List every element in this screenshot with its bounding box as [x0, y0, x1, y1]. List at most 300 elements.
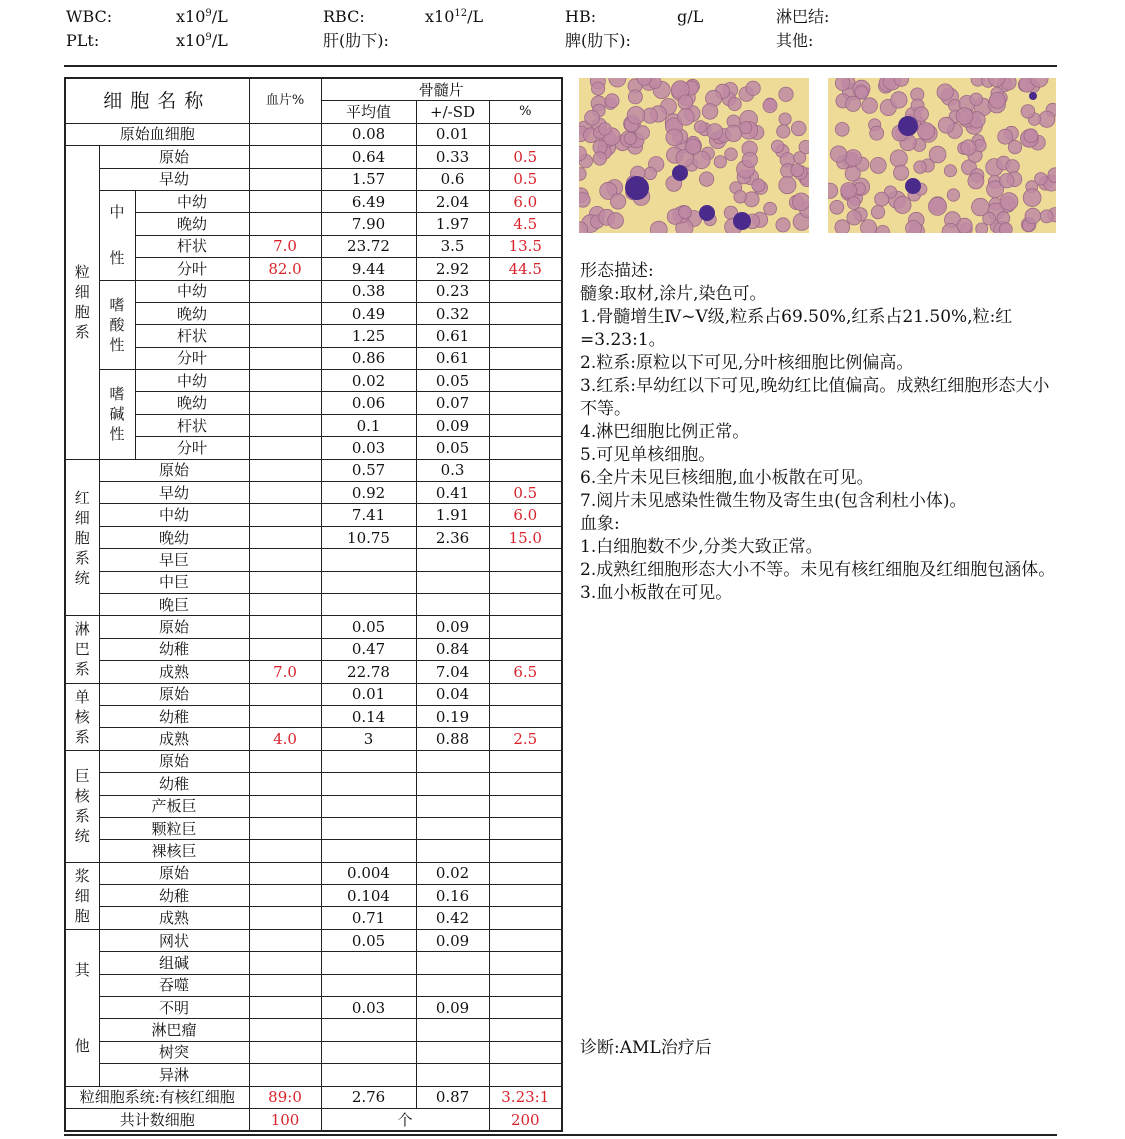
mean-value: 1.57	[321, 168, 416, 190]
red-cell	[929, 197, 947, 215]
mean-value: 0.1	[321, 414, 416, 436]
sd-value: 0.61	[416, 347, 489, 369]
mean-value: 0.01	[321, 683, 416, 705]
percent-value	[489, 952, 562, 974]
red-cell	[764, 202, 777, 215]
footer-rule	[64, 1134, 1057, 1136]
header-rule	[64, 65, 1057, 67]
row-name: 幼稚	[99, 885, 249, 907]
blood-smear-value	[249, 1064, 321, 1086]
red-cell	[861, 220, 877, 233]
red-cell	[891, 92, 907, 108]
blood-smear-header: 血片%	[249, 78, 321, 123]
spleen-label: 脾(肋下):	[565, 31, 631, 50]
red-cell	[702, 104, 718, 120]
mean-value: 0.06	[321, 392, 416, 414]
table-row	[65, 929, 562, 951]
red-cell	[592, 82, 605, 95]
blood-smear-value	[249, 325, 321, 347]
table-row	[65, 862, 562, 884]
bone-marrow-table	[64, 77, 563, 1132]
red-cell	[579, 193, 590, 208]
red-cell	[752, 179, 765, 192]
sd-value: 0.16	[416, 885, 489, 907]
mean-value: 0.05	[321, 616, 416, 638]
table-row	[65, 795, 562, 817]
blood-smear-value	[249, 549, 321, 571]
marrow-smear-image-2	[828, 78, 1056, 233]
row-name: 原始血细胞	[65, 123, 249, 145]
blood-smear-value	[249, 593, 321, 615]
subgroup-neutrophil	[99, 190, 135, 280]
red-cell	[875, 192, 889, 206]
sd-value	[416, 750, 489, 772]
hb-label: HB:	[565, 7, 597, 26]
row-name: 成熟	[99, 728, 249, 750]
mean-value: 0.03	[321, 437, 416, 459]
percent-value: 6.5	[489, 661, 562, 683]
red-cell	[1039, 111, 1055, 127]
red-cell	[989, 92, 1005, 108]
blood-smear-value	[249, 974, 321, 996]
red-cell	[914, 107, 929, 122]
row-name: 分叶	[135, 437, 249, 459]
sd-value: 0.42	[416, 907, 489, 929]
sd-value: 0.07	[416, 392, 489, 414]
sd-value: 0.33	[416, 146, 489, 168]
red-cell	[845, 166, 860, 181]
sd-value: 0.41	[416, 482, 489, 504]
group-granulocyte: 粒 细 胞 系	[65, 146, 99, 459]
blood-smear-value	[249, 571, 321, 593]
sd-value: 2.04	[416, 190, 489, 212]
table-row	[65, 526, 562, 548]
other-label: 其他:	[776, 31, 814, 50]
red-cell	[678, 109, 695, 126]
plt-label: PLt:	[66, 31, 100, 50]
percent-value	[489, 370, 562, 392]
mean-value: 0.64	[321, 146, 416, 168]
table-row	[65, 997, 562, 1019]
red-cell	[650, 221, 667, 233]
mean-value: 1.25	[321, 325, 416, 347]
red-cell	[972, 198, 990, 216]
row-name: 晚巨	[99, 593, 249, 615]
mean-value: 7.90	[321, 213, 416, 235]
blood-smear-value	[249, 392, 321, 414]
red-cell	[624, 132, 636, 144]
description-line: 6.全片未见巨核细胞,血小板散在可见。	[580, 468, 874, 488]
marrow-header: 骨髓片	[321, 78, 562, 101]
red-cell	[968, 173, 984, 189]
mean-value	[321, 974, 416, 996]
blood-title: 血象:	[580, 514, 620, 534]
blood-smear-value	[249, 840, 321, 862]
blood-smear-value	[249, 123, 321, 145]
row-name: 组碱	[99, 952, 249, 974]
red-cell	[894, 196, 911, 213]
blood-smear-value	[249, 885, 321, 907]
row-name: 原始	[99, 616, 249, 638]
percent-value	[489, 302, 562, 324]
red-cell	[835, 220, 850, 233]
subgroup-basophil: 嗜 碱 性	[99, 370, 135, 460]
table-row	[65, 974, 562, 996]
red-cell	[906, 220, 922, 233]
red-cell	[918, 123, 935, 140]
blood-smear-value	[249, 683, 321, 705]
mean-value	[321, 817, 416, 839]
ratio-label: 粒细胞系统:有核红细胞	[65, 1086, 249, 1108]
percent-value	[489, 795, 562, 817]
table-row	[65, 683, 562, 705]
sd-value: 2.36	[416, 526, 489, 548]
red-cell	[776, 218, 790, 232]
mean-value: 0.71	[321, 907, 416, 929]
percent-value	[489, 885, 562, 907]
description-line: 4.淋巴细胞比例正常。	[580, 422, 750, 442]
row-name: 原始	[99, 146, 249, 168]
percent-value	[489, 616, 562, 638]
sd-value	[416, 795, 489, 817]
blood-smear-value: 7.0	[249, 661, 321, 683]
red-cell	[871, 205, 884, 218]
mean-value	[321, 549, 416, 571]
cell-name-header: 细胞名称	[65, 78, 249, 123]
percent-value: 6.0	[489, 504, 562, 526]
table-row	[65, 728, 562, 750]
blood-smear-value: 82.0	[249, 258, 321, 280]
description-line: 髓象:取材,涂片,染色可。	[580, 284, 767, 304]
total-label: 共计数细胞	[65, 1108, 249, 1131]
table-row	[65, 459, 562, 481]
morphology-description	[580, 260, 1060, 605]
row-name: 杆状	[135, 235, 249, 257]
group-plasma: 浆 细 胞	[65, 862, 99, 929]
blood-smear-value	[249, 750, 321, 772]
mean-value: 0.004	[321, 862, 416, 884]
sd-value: 0.3	[416, 459, 489, 481]
percent-value	[489, 997, 562, 1019]
blood-smear-value	[249, 280, 321, 302]
percent-value	[489, 1064, 562, 1086]
table-row	[65, 571, 562, 593]
blood-smear-value: 7.0	[249, 235, 321, 257]
blood-smear-value	[249, 773, 321, 795]
row-name: 幼稚	[99, 705, 249, 727]
sd-value: 0.6	[416, 168, 489, 190]
table-row	[65, 817, 562, 839]
red-cell	[1024, 129, 1038, 143]
percent-value	[489, 683, 562, 705]
red-cell	[742, 152, 757, 167]
blood-smear-value	[249, 190, 321, 212]
row-name: 早幼	[99, 168, 249, 190]
red-cell	[947, 189, 959, 201]
mean-value: 0.104	[321, 885, 416, 907]
rbc-label: RBC:	[323, 7, 365, 26]
red-cell	[835, 78, 850, 91]
mean-value	[321, 952, 416, 974]
percent-value: 44.5	[489, 258, 562, 280]
row-name: 杆状	[135, 414, 249, 436]
sd-value	[416, 840, 489, 862]
sd-value: 0.02	[416, 862, 489, 884]
group-lymphoid: 淋 巴 系	[65, 616, 99, 683]
row-name: 不明	[99, 997, 249, 1019]
red-cell	[956, 108, 973, 125]
blood-smear-value	[249, 414, 321, 436]
red-cell	[830, 146, 846, 162]
percent-value: 0.5	[489, 168, 562, 190]
blood-smear-value	[249, 526, 321, 548]
description-line: 2.粒系:原粒以下可见,分叶核细胞比例偏高。	[580, 353, 914, 373]
red-cell	[957, 218, 972, 233]
red-cell	[777, 125, 790, 138]
percent-value	[489, 392, 562, 414]
row-name: 晚幼	[99, 526, 249, 548]
mean-value: 0.38	[321, 280, 416, 302]
row-name: 成熟	[99, 661, 249, 683]
row-name: 原始	[99, 862, 249, 884]
sd-value	[416, 1041, 489, 1063]
sd-value	[416, 1019, 489, 1041]
mean-value: 0.57	[321, 459, 416, 481]
rbc-unit: $x10^{12}/L$	[425, 7, 484, 26]
percent-value: 4.5	[489, 213, 562, 235]
row-name: 淋巴瘤	[99, 1019, 249, 1041]
mean-value: 6.49	[321, 190, 416, 212]
sd-value: 0.05	[416, 437, 489, 459]
row-name: 分叶	[135, 347, 249, 369]
sd-value: 1.97	[416, 213, 489, 235]
table-row	[65, 1041, 562, 1063]
red-cell	[585, 110, 600, 125]
sd-value: 1.91	[416, 504, 489, 526]
diagnosis: 诊断:AML治疗后	[580, 1038, 712, 1058]
mean-value	[321, 750, 416, 772]
red-cell	[999, 223, 1012, 233]
nucleated-cell	[625, 176, 649, 200]
mean-value	[321, 571, 416, 593]
description-line: 1.骨髓增生Ⅳ~Ⅴ级,粒系占69.50%,红系占21.50%,粒:红=3.23:1。	[580, 307, 1013, 350]
subgroup-neutrophil-bottom: 性	[109, 249, 125, 268]
red-cell	[862, 98, 878, 114]
ratio-sd: 0.87	[416, 1086, 489, 1108]
percent-value	[489, 750, 562, 772]
marrow-smear-image-1	[579, 78, 809, 233]
table-row	[65, 347, 562, 369]
table-row	[65, 1019, 562, 1041]
red-cell	[1006, 160, 1020, 174]
red-cell	[828, 183, 838, 198]
table-row	[65, 437, 562, 459]
blood-smear-value	[249, 817, 321, 839]
sd-value	[416, 817, 489, 839]
group-megakaryocyte: 巨 核 系 统	[65, 750, 99, 862]
row-name: 原始	[99, 459, 249, 481]
red-cell	[734, 190, 747, 203]
blood-smear-value	[249, 1041, 321, 1063]
table-row	[65, 616, 562, 638]
red-cell	[1021, 105, 1035, 119]
table-row	[65, 638, 562, 660]
table-row	[65, 280, 562, 302]
table-row	[65, 302, 562, 324]
red-cell	[699, 172, 713, 186]
table-row	[65, 750, 562, 772]
mean-value: 0.02	[321, 370, 416, 392]
red-cell	[894, 165, 909, 180]
percent-value: 0.5	[489, 146, 562, 168]
nucleated-cell	[672, 165, 688, 181]
row-name: 树突	[99, 1041, 249, 1063]
percent-value	[489, 1041, 562, 1063]
mean-value: 0.14	[321, 705, 416, 727]
blood-smear-value	[249, 504, 321, 526]
sd-value: 7.04	[416, 661, 489, 683]
mean-value: 0.08	[321, 123, 416, 145]
table-row	[65, 190, 562, 212]
red-cell	[628, 90, 642, 104]
row-name: 原始	[99, 683, 249, 705]
red-cell	[605, 94, 619, 108]
ratio-percent: 3.23:1	[489, 1086, 562, 1108]
nucleated-cell	[898, 116, 918, 136]
blood-smear-value	[249, 146, 321, 168]
red-cell	[937, 84, 953, 100]
red-cell	[610, 194, 625, 209]
percent-value	[489, 817, 562, 839]
mean-value	[321, 840, 416, 862]
mean-value: 0.03	[321, 997, 416, 1019]
blood-smear-value	[249, 437, 321, 459]
percent-value	[489, 929, 562, 951]
percent-value	[489, 638, 562, 660]
percent-value	[489, 705, 562, 727]
description-line: 1.白细胞数不少,分类大致正常。	[580, 537, 823, 557]
blood-smear-value: 4.0	[249, 728, 321, 750]
group-other	[65, 929, 99, 1086]
row-name: 杆状	[135, 325, 249, 347]
percent-value	[489, 974, 562, 996]
sd-value: 0.09	[416, 414, 489, 436]
blood-smear-value	[249, 213, 321, 235]
sd-value	[416, 952, 489, 974]
table-row	[65, 146, 562, 168]
red-cell	[593, 152, 606, 165]
mean-value	[321, 795, 416, 817]
percent-value	[489, 459, 562, 481]
mean-value	[321, 1064, 416, 1086]
hb-unit: g/L	[677, 7, 704, 26]
wbc-unit: $x10^9/L$	[176, 7, 228, 26]
sd-value: 0.61	[416, 325, 489, 347]
blood-smear-value	[249, 168, 321, 190]
percent-value	[489, 840, 562, 862]
row-name: 中幼	[135, 280, 249, 302]
red-cell	[678, 95, 693, 110]
table-row	[65, 392, 562, 414]
wbc-label: WBC:	[66, 7, 113, 26]
percent-value	[489, 907, 562, 929]
red-cell	[599, 123, 612, 136]
percent-value	[489, 347, 562, 369]
red-cell	[609, 78, 626, 87]
red-cell	[740, 122, 752, 134]
mean-value: 0.47	[321, 638, 416, 660]
blood-smear-value	[249, 638, 321, 660]
row-name: 裸核巨	[99, 840, 249, 862]
red-cell	[1023, 189, 1041, 207]
liver-label: 肝(肋下):	[323, 31, 389, 50]
red-cell	[779, 113, 791, 125]
lymph-node-label: 淋巴结:	[776, 7, 830, 26]
red-cell	[847, 197, 860, 210]
percent-value: 13.5	[489, 235, 562, 257]
row-name: 颗粒巨	[99, 817, 249, 839]
red-cell	[970, 93, 983, 106]
description-line: 3.血小板散在可见。	[580, 583, 733, 603]
percent-value: 2.5	[489, 728, 562, 750]
nucleated-cell	[733, 212, 751, 230]
table-row	[65, 593, 562, 615]
red-cell	[1008, 140, 1021, 153]
red-cell	[728, 98, 741, 111]
red-cell	[1040, 210, 1053, 223]
red-cell	[627, 107, 645, 125]
percent-value	[489, 862, 562, 884]
mean-value: 0.92	[321, 482, 416, 504]
sd-value	[416, 549, 489, 571]
mean-value: 9.44	[321, 258, 416, 280]
blood-smear-value	[249, 929, 321, 951]
percent-value	[489, 123, 562, 145]
red-cell	[791, 164, 804, 177]
red-cell	[1000, 174, 1014, 188]
total-blood: 100	[249, 1108, 321, 1131]
sd-value: 2.92	[416, 258, 489, 280]
red-cell	[961, 140, 976, 155]
table-row	[65, 504, 562, 526]
row-name: 异淋	[99, 1064, 249, 1086]
sd-value: 0.04	[416, 683, 489, 705]
mean-header: 平均值	[321, 101, 416, 123]
red-cell	[835, 122, 849, 136]
red-cell	[763, 99, 777, 113]
mean-value: 0.49	[321, 302, 416, 324]
red-cell	[870, 157, 886, 173]
red-cell	[679, 206, 692, 219]
percent-value	[489, 325, 562, 347]
sd-value: 0.09	[416, 929, 489, 951]
red-cell	[1000, 193, 1018, 211]
blood-smear-value	[249, 795, 321, 817]
red-cell	[870, 126, 884, 140]
description-title: 形态描述:	[580, 261, 654, 281]
sd-value: 3.5	[416, 235, 489, 257]
table-row	[65, 325, 562, 347]
blood-smear-value	[249, 347, 321, 369]
mean-value: 0.05	[321, 929, 416, 951]
table-row	[65, 414, 562, 436]
red-cell	[847, 210, 862, 225]
row-name: 中巨	[99, 571, 249, 593]
red-cell	[579, 168, 586, 181]
blood-smear-value	[249, 616, 321, 638]
percent-value	[489, 437, 562, 459]
sd-value	[416, 593, 489, 615]
